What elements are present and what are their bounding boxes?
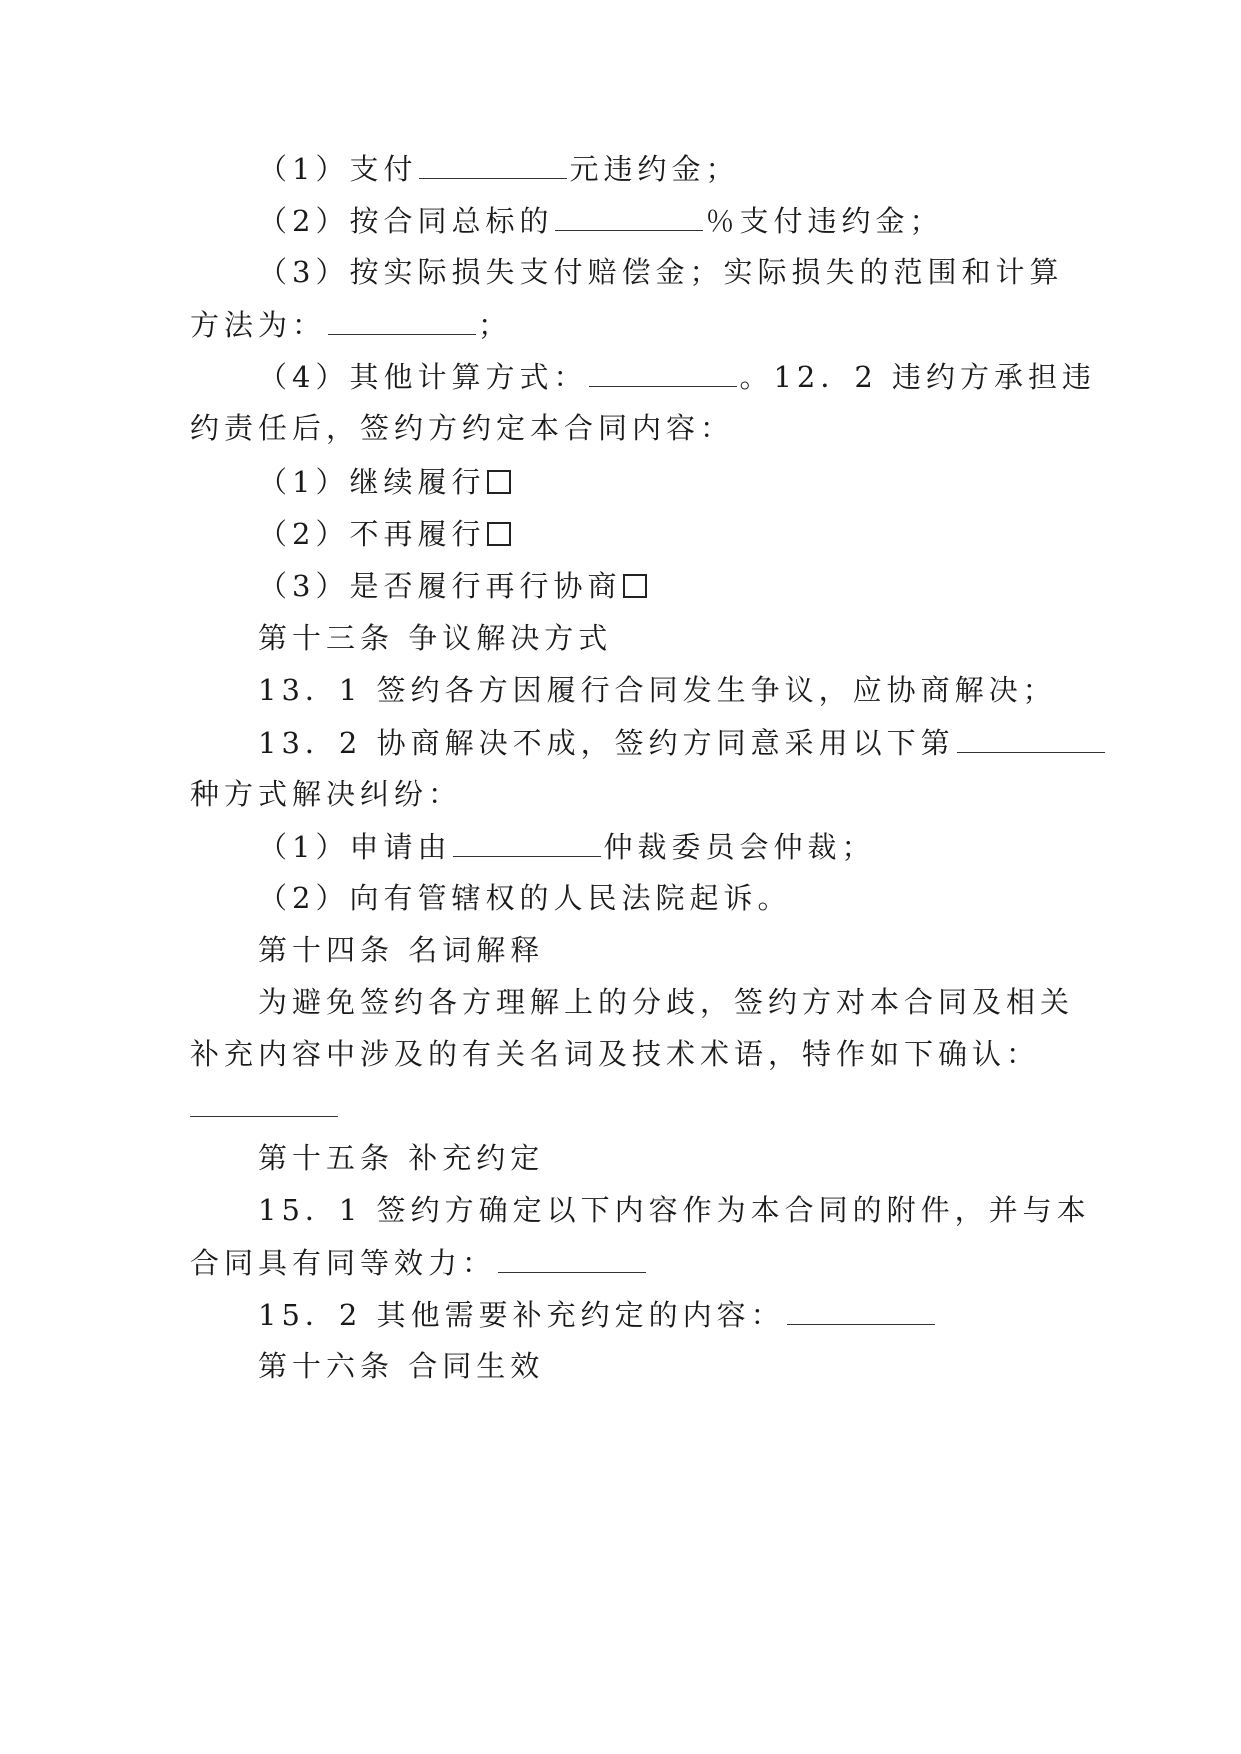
clause-13-2-option-2: （2）向有管辖权的人民法院起诉。 (258, 881, 792, 915)
fill-in-blank[interactable] (589, 356, 737, 387)
article-14-heading: 第十四条 名词解释 (258, 933, 545, 967)
fill-in-blank[interactable] (419, 148, 567, 179)
checkbox[interactable] (487, 522, 511, 546)
clause-13-1: 13．1 签约各方因履行合同发生争议，应协商解决； (258, 673, 1057, 707)
clause-13-2: 13．2 协商解决不成，签约方同意采用以下第 (258, 722, 1070, 763)
fill-in-blank[interactable] (190, 1086, 338, 1117)
article-13-heading: 第十三条 争议解决方式 (258, 621, 613, 655)
clause-15-1-cont: 合同具有同等效力： (190, 1242, 1070, 1283)
article-14-blank-line (190, 1086, 1070, 1127)
article-14-body: 为避免签约各方理解上的分歧，签约方对本合同及相关 (258, 985, 1075, 1019)
clause-12-1-option-2: （2）按合同总标的 ％支付违约金； (258, 200, 1070, 241)
clause-12-1-option-1: （1）支付 元违约金； (258, 148, 1070, 189)
clause-12-2-option-1: （1）继续履行 (258, 462, 1070, 502)
clause-12-1-option-3: （3）按实际损失支付赔偿金；实际损失的范围和计算 (258, 255, 1064, 289)
clause-12-1-option-3-cont: 方法为： ； (190, 304, 1070, 345)
article-15-heading: 第十五条 补充约定 (258, 1141, 545, 1175)
clause-12-2-option-3: （3）是否履行再行协商 (258, 566, 1070, 606)
fill-in-blank[interactable] (555, 200, 703, 231)
fill-in-blank[interactable] (453, 826, 601, 857)
clause-12-1-option-4: （4）其他计算方式： 。12．2 违约方承担违 (258, 356, 1070, 397)
fill-in-blank[interactable] (498, 1242, 646, 1273)
clause-15-2: 15．2 其他需要补充约定的内容： (258, 1294, 1070, 1335)
clause-12-2-option-2: （2）不再履行 (258, 514, 1070, 554)
clause-12-2-cont: 约责任后，签约方约定本合同内容： (190, 411, 735, 445)
article-14-body-cont: 补充内容中涉及的有关名词及技术术语，特作如下确认： (190, 1037, 1041, 1071)
fill-in-blank[interactable] (787, 1294, 935, 1325)
checkbox[interactable] (487, 470, 511, 494)
clause-13-2-cont: 种方式解决纠纷： (190, 777, 463, 811)
fill-in-blank[interactable] (957, 722, 1105, 753)
fill-in-blank[interactable] (328, 304, 476, 335)
clause-13-2-option-1: （1）申请由 仲裁委员会仲裁； (258, 826, 1070, 867)
article-16-heading: 第十六条 合同生效 (258, 1349, 545, 1383)
clause-15-1: 15．1 签约方确定以下内容作为本合同的附件，并与本 (258, 1193, 1091, 1227)
checkbox[interactable] (623, 574, 647, 598)
